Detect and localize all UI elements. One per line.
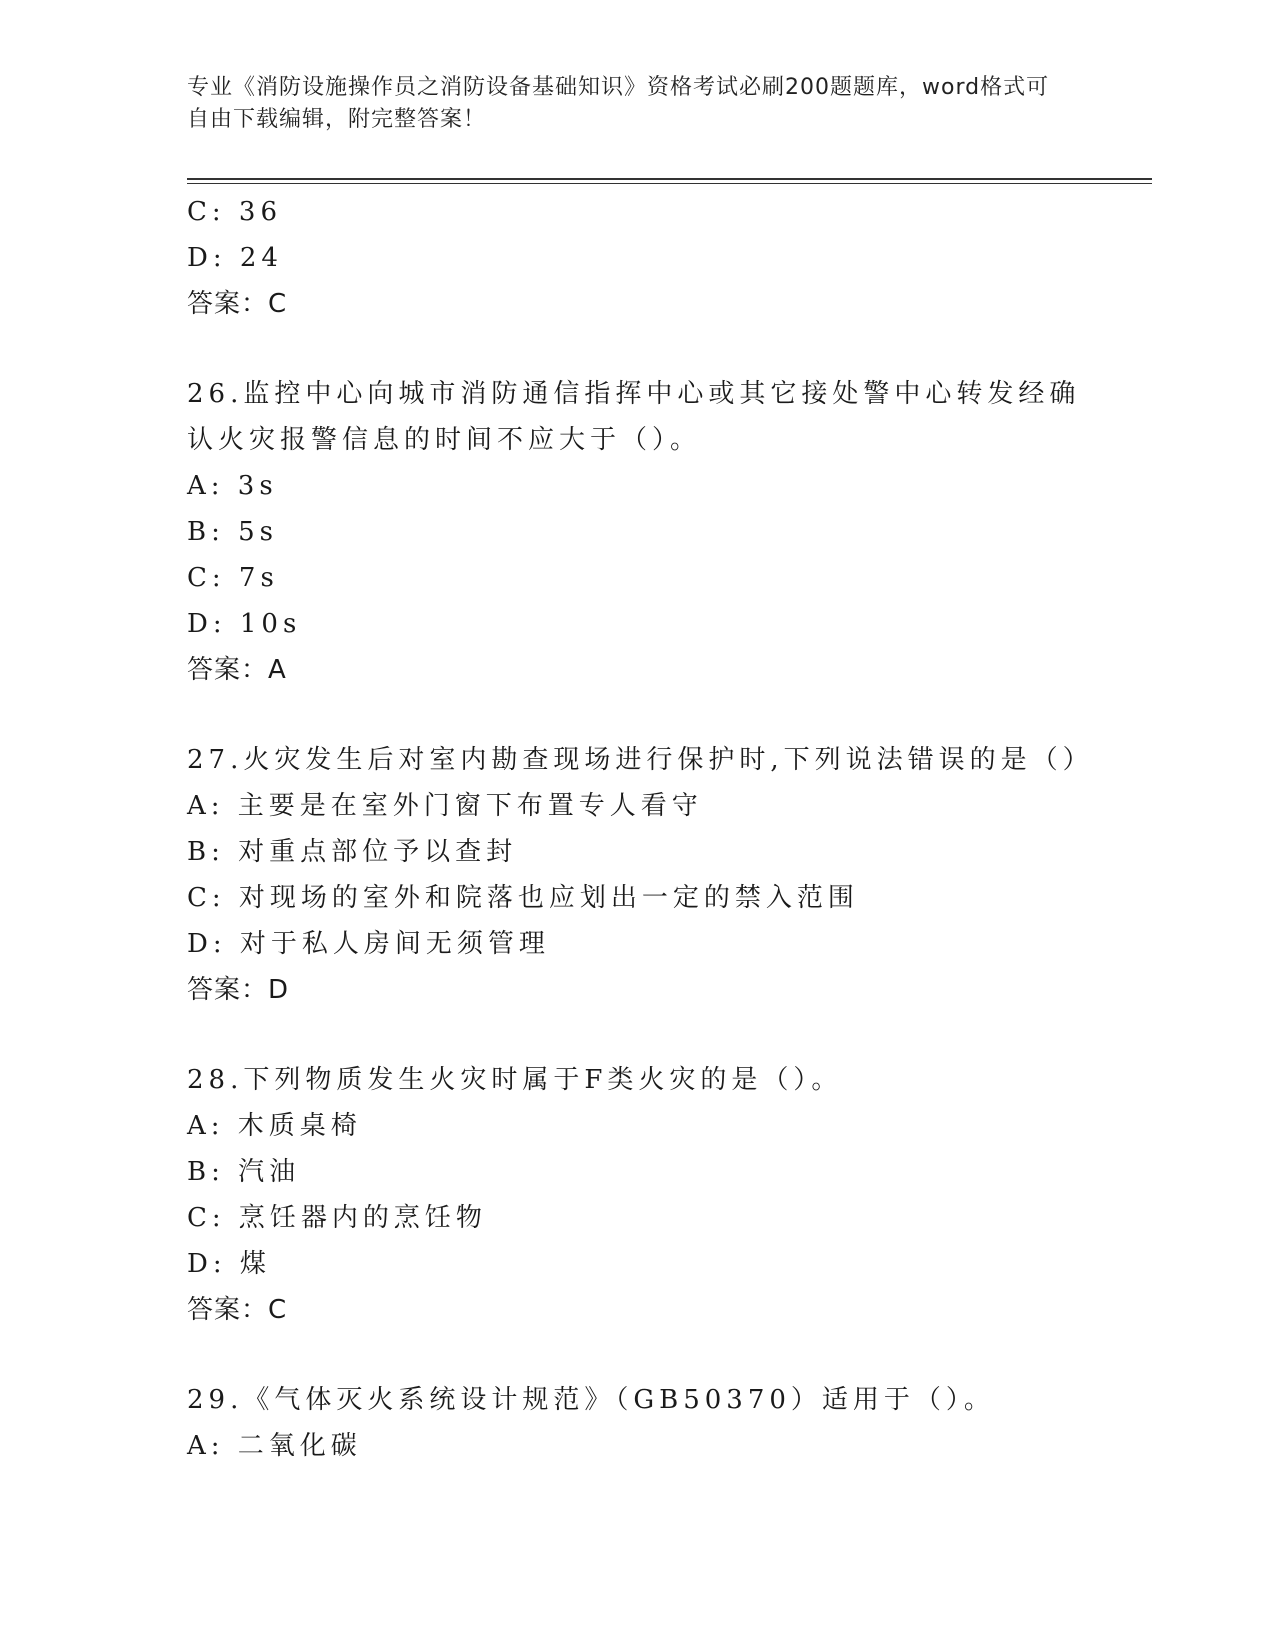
question-27: [187, 737, 1094, 1013]
option-d: D: 10s: [187, 609, 302, 639]
option-b: B: 5s: [187, 517, 279, 547]
answer-line: 答案：A: [187, 655, 287, 685]
option-b: B: 对重点部位予以查封: [187, 837, 518, 867]
page-header: [187, 72, 1067, 136]
option-b: B: 汽油: [187, 1157, 301, 1187]
question-28: [187, 1057, 1087, 1333]
header-divider-thin: [187, 183, 1152, 184]
question-stem: 28.下列物质发生火灾时属于F类火灾的是（）。: [187, 1065, 843, 1095]
option-a: A: 木质桌椅: [187, 1111, 362, 1141]
answer-line: 答案：C: [187, 289, 288, 319]
option-a: A: 3s: [187, 471, 278, 501]
question-29: [187, 1377, 1087, 1469]
document-title: 专业《消防设施操作员之消防设备基础知识》资格考试必刷200题题库，word格式可自由下载编辑，附完整答案！: [187, 75, 1050, 132]
answer-line: 答案：D: [187, 975, 290, 1005]
option-a: A: 二氧化碳: [187, 1431, 362, 1461]
option-c: C: 对现场的室外和院落也应划出一定的禁入范围: [187, 883, 859, 913]
option-a: A: 主要是在室外门窗下布置专人看守: [187, 791, 703, 821]
question-stem: 29.《气体灭火系统设计规范》（GB50370）适用于（）。: [187, 1385, 995, 1415]
option-c: C: 烹饪器内的烹饪物: [187, 1203, 487, 1233]
question-26: [187, 371, 1087, 693]
question-25-tail: [187, 189, 1087, 327]
option-d: D: 对于私人房间无须管理: [187, 929, 550, 959]
option-d: D: 煤: [187, 1249, 271, 1279]
question-list: [187, 189, 1094, 1469]
answer-line: 答案：C: [187, 1295, 288, 1325]
option-c: C: 36: [187, 197, 283, 227]
option-c: C: 7s: [187, 563, 279, 593]
question-stem: 26.监控中心向城市消防通信指挥中心或其它接处警中心转发经确认火灾报警信息的时间不应大于（）。: [187, 379, 1081, 455]
header-divider-thick: [187, 178, 1152, 180]
question-stem: 27.火灾发生后对室内勘查现场进行保护时,下列说法错误的是（）: [187, 745, 1094, 775]
option-d: D: 24: [187, 243, 283, 273]
